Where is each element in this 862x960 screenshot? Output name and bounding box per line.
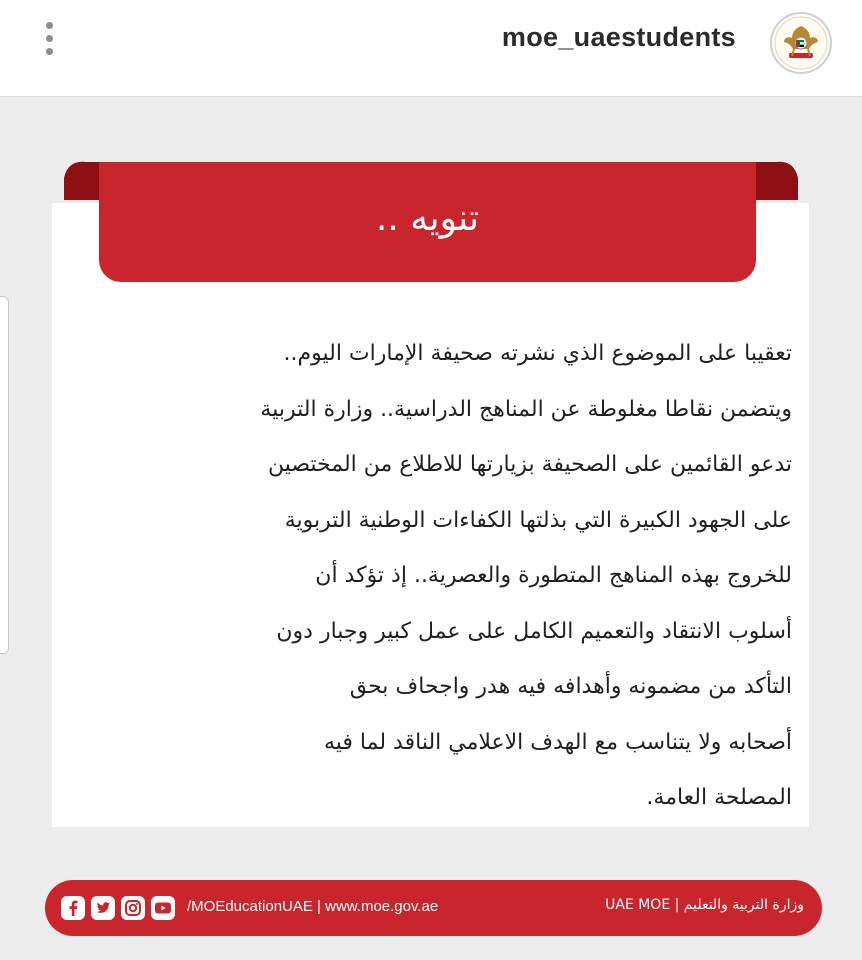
body-line: للخروج بهذه المناهج المتطورة والعصرية.. إذ تؤكد أن [315, 563, 792, 588]
body-line: ويتضمن نقاطا مغلوطة عن المناهج الدراسية.. وزارة التربية [260, 396, 792, 422]
body-line: أسلوب الانتقاد والتعميم الكامل على عمل كبير وجبار دون [276, 618, 792, 644]
facebook-icon[interactable] [61, 896, 85, 920]
body-line: تعقيبا على الموضوع الذي نشرته صحيفة الإمارات اليوم.. [283, 341, 792, 366]
body-line: على الجهود الكبيرة التي بذلتها الكفاءات الوطنية التربوية [284, 507, 792, 533]
twitter-icon[interactable] [91, 896, 115, 920]
body-line: المصلحة العامة. [646, 785, 792, 810]
body-line: تدعو القائمين على الصحيفة بزيارتها للاطلاع من المختصين [267, 452, 792, 477]
youtube-icon[interactable] [151, 896, 175, 920]
instagram-icon[interactable] [121, 896, 145, 920]
notice-body [92, 326, 792, 826]
body-line: أصحابه ولا يتناسب مع الهدف الاعلامي الناقد لما فيه [323, 729, 792, 755]
footer-brand: UAE MOE | وزارة التربية والتعليم [605, 897, 804, 913]
footer-bar [45, 880, 822, 936]
notice-banner [99, 162, 756, 282]
account-username[interactable]: moe_uaestudents [501, 22, 736, 52]
notice-title: تنويه .. [375, 198, 480, 239]
body-line: التأكد من مضمونه وأهدافه فيه هدر واجحاف بحق [349, 674, 792, 699]
footer-links[interactable]: /MOEducationUAE | www.moe.gov.ae [187, 898, 439, 915]
